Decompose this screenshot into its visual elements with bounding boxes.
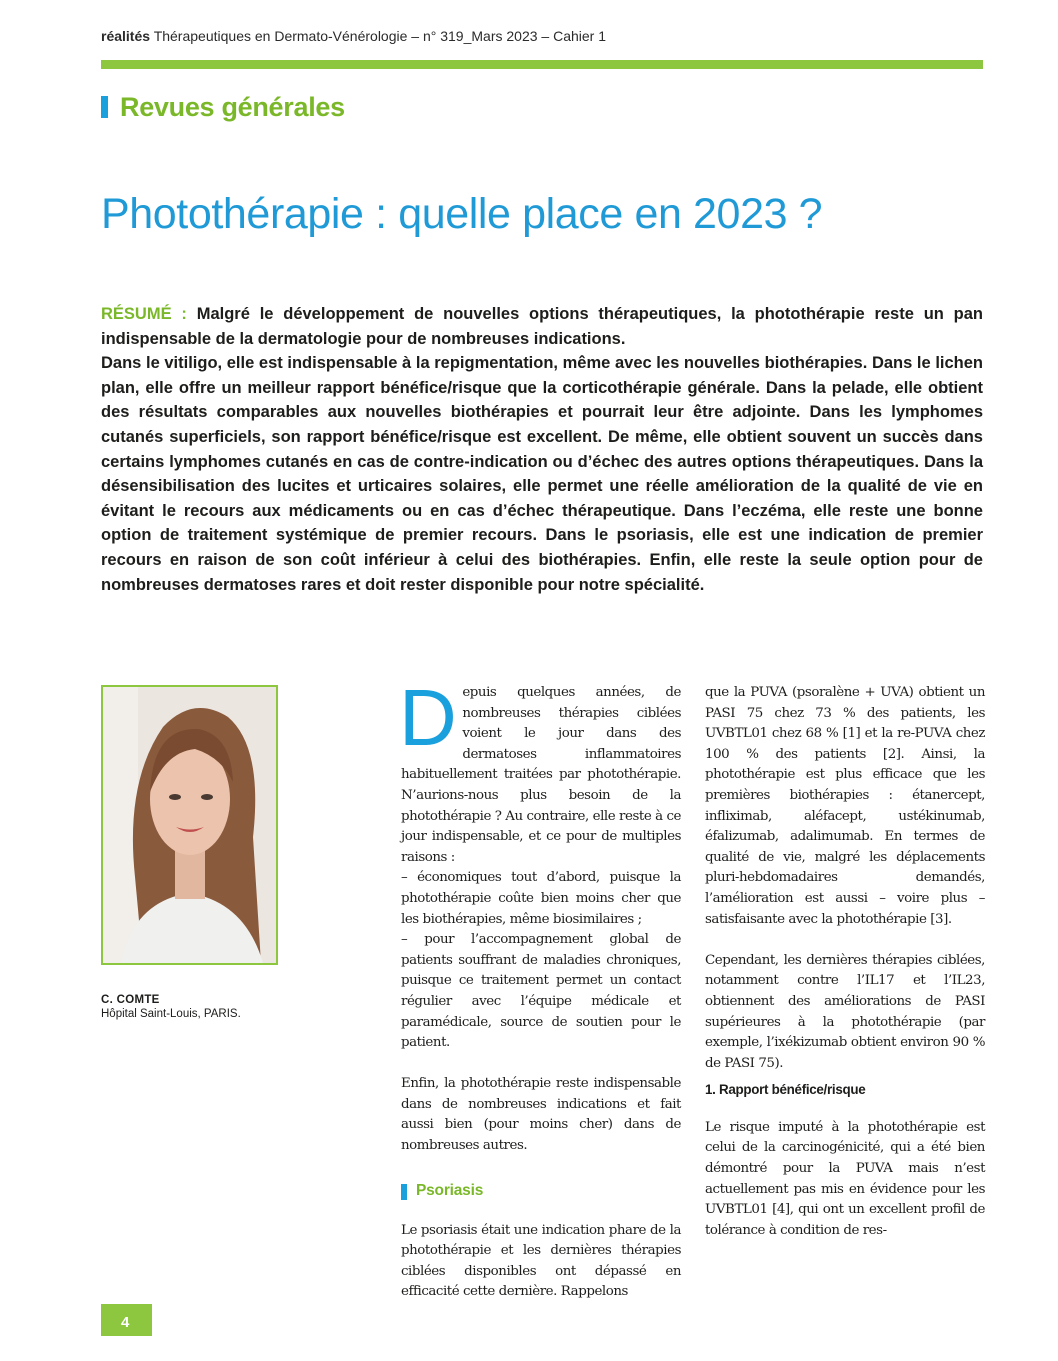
psoriasis-heading-text: Psoriasis — [416, 1182, 484, 1200]
author-name: C. COMTE — [101, 994, 160, 1006]
intro-paragraph — [399, 673, 681, 868]
journal-issue: Thérapeutiques en Dermato-Vénérologie – n° 319_Mars 2023 – Cahier 1 — [153, 28, 607, 44]
author-portrait-illustration — [103, 687, 276, 963]
puva-paragraph: que la PUVA (psoralène + UVA) obtient un PASI 75 chez 73 % des patients, les UVBTL01 chez 68 % [1] et la re-PUVA chez 100 % des patients [2]. Ainsi, la photothérapie est plus efficace que les premières biothérapies : étanercept, infliximab, aléfacept, ustékinumab, éfalizumab, adalimumab. En termes de qualité de vie, malgré les déplacements pluri-hebdomadaires demandés, l’amélioration est aussi – voire plus – satisfaisante avec la photothérapie [3]. — [705, 685, 985, 927]
section-label: Revues générales — [120, 91, 345, 122]
author-portrait — [101, 685, 278, 965]
body-column-1 — [399, 673, 681, 1303]
header-rule — [101, 60, 983, 69]
body-column-2 — [705, 683, 985, 1241]
intro-text: epuis quelques années, de nombreuses thérapies ciblées voient le jour dans des dermatoses inflammatoires habituellement traitées par photothérapie. N’aurions-nous plus besoin de la photothérapie ? Au contraire, elle reste à ce jour indispensable, et ce pour de multiples raisons : — [401, 685, 681, 865]
enfin-paragraph: Enfin, la photothérapie reste indispensable dans de nombreuses indications et fait aussi bien (pour moins cher) dans de nombreuses autres. — [401, 1076, 681, 1154]
abstract-paragraph-2: Dans le vitiligo, elle est indispensable à la repigmentation, même avec les nouvelles biothérapies. Dans le lichen plan, elle offre un meilleur rapport bénéfice/risque que la corticothérapie générale. Dans la pelade, elle obtient des résultats comparables aux nouvelles biothérapies et pourrait leur être adjointe. Dans les lymphomes cutanés superficiels, son rapport bénéfice/risque est excellent. De même, elle obtient souvent un succès dans certains lymphomes cutanés en cas de contre-indication ou d’échec des autres options thérapeutiques. Dans la désensibilisation des lucites et urticaires solaires, elle permet une réelle amélioration de la qualité de vie en évitant le recours aux médicaments ou en cas d’échec thérapeutique. Dans l’eczéma, elle reste une bonne option de traitement systémique de premier recours. Dans le psoriasis, elle est une indication de premier recours en raison de son coût inférieur à celui des biothérapies. Enfin, elle reste la seule option pour de nombreuses dermatoses rares et doit rester disponible pour notre spécialité. — [101, 354, 983, 594]
abstract — [101, 302, 983, 597]
running-header — [101, 28, 606, 44]
section-tag — [101, 93, 345, 121]
risk-paragraph: Le risque imputé à la photothérapie est celui de la carcinogénicité, qui a été bien démontré pour la PUVA mais n’est actuellement pas mis en évidence pour les UVBTL01 [4], qui ont un excellent profil de tolérance à condition de res- — [705, 1119, 985, 1238]
psoriasis-heading — [401, 1181, 681, 1203]
abstract-label: RÉSUMÉ : — [101, 305, 187, 323]
section-marker-bar — [101, 96, 108, 118]
article-title: Photothérapie : quelle place en 2023 ? — [101, 190, 823, 238]
psoriasis-paragraph: Le psoriasis était une indication phare de la photothérapie et les dernières thérapies ciblées disponibles ont dépassé en efficacité cette dernière. Rappelons — [401, 1222, 681, 1300]
page-number: 4 — [101, 1304, 152, 1336]
journal-brand: réalités — [101, 28, 151, 44]
benefit-risk-heading: 1. Rapport bénéfice/risque — [705, 1082, 866, 1098]
author-affiliation: Hôpital Saint-Louis, PARIS. — [101, 1008, 241, 1020]
drop-cap: D — [399, 673, 457, 762]
bullet-economic: – économiques tout d’abord, puisque la photothérapie coûte bien moins cher que les biothérapies, même biosimilaires ; — [401, 870, 681, 927]
bullet-support: – pour l’accompagnement global de patients souffrant de maladies chroniques, puisque ce traitement permet un contact régulier avec l’équipe médicale et paramédicale, source de soutien pour le patient. — [401, 932, 681, 1051]
abstract-paragraph-1: Malgré le développement de nouvelles options thérapeutiques, la photothérapie reste un pan indispensable de la dermatologie pour de nombreuses indications. — [101, 305, 983, 348]
heading-marker-bar — [401, 1184, 407, 1200]
targeted-therapies-paragraph: Cependant, les dernières thérapies ciblées, notamment contre l’IL17 et l’IL23, obtiennent des améliorations de PASI supérieures à la photothérapie (par exemple, l’ixékizumab obtient environ 90 % de PASI 75). — [705, 952, 985, 1071]
